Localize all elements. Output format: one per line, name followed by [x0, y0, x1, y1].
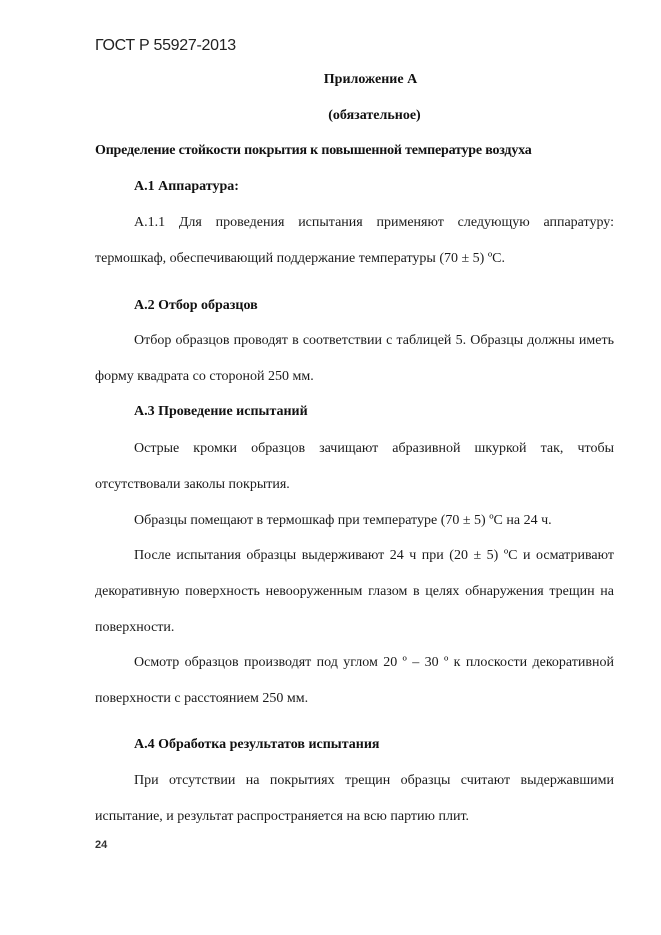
section-a3-paragraph-2: Образцы помещают в термошкаф при температуре (70 ± 5) ºС на 24 ч. — [134, 513, 552, 528]
section-a1-title: А.1 Аппаратура: — [134, 179, 239, 194]
section-a3-title: А.3 Проведение испытаний — [134, 404, 308, 419]
section-a4-paragraph: При отсутствии на покрытиях трещин образцы считают выдержавшими испытание, и результат распространяется на всю партию плит. — [95, 773, 614, 824]
appendix-title: Приложение А — [323, 72, 418, 87]
appendix-status: (обязательное) — [328, 108, 421, 123]
appendix-heading: Определение стойкости покрытия к повышенной температуре воздуха — [95, 143, 532, 158]
page-number: 24 — [95, 839, 108, 851]
section-a1-paragraph: А.1.1 Для проведения испытания применяют следующую аппаратуру: термошкаф, обеспечивающий поддержание температуры (70 ± 5) ºС. — [95, 215, 614, 266]
section-a3-paragraph-3: После испытания образцы выдерживают 24 ч при (20 ± 5) ºС и осматривают декоративную поверхность невооруженным глазом в целях обнаружения трещин на поверхности. — [95, 548, 614, 635]
section-a2-title: А.2 Отбор образцов — [134, 298, 258, 313]
section-a4-title: А.4 Обработка результатов испытания — [134, 737, 380, 752]
section-a3-paragraph-4: Осмотр образцов производят под углом 20 º – 30 º к плоскости декоративной поверхности с расстоянием 250 мм. — [95, 655, 614, 706]
section-a2-paragraph: Отбор образцов проводят в соответствии с таблицей 5. Образцы должны иметь форму квадрата со стороной 250 мм. — [95, 333, 614, 384]
document-code: ГОСТ Р 55927-2013 — [95, 37, 236, 54]
section-a3-paragraph-1: Острые кромки образцов зачищают абразивной шкуркой так, чтобы отсутствовали заколы покрытия. — [95, 441, 614, 492]
